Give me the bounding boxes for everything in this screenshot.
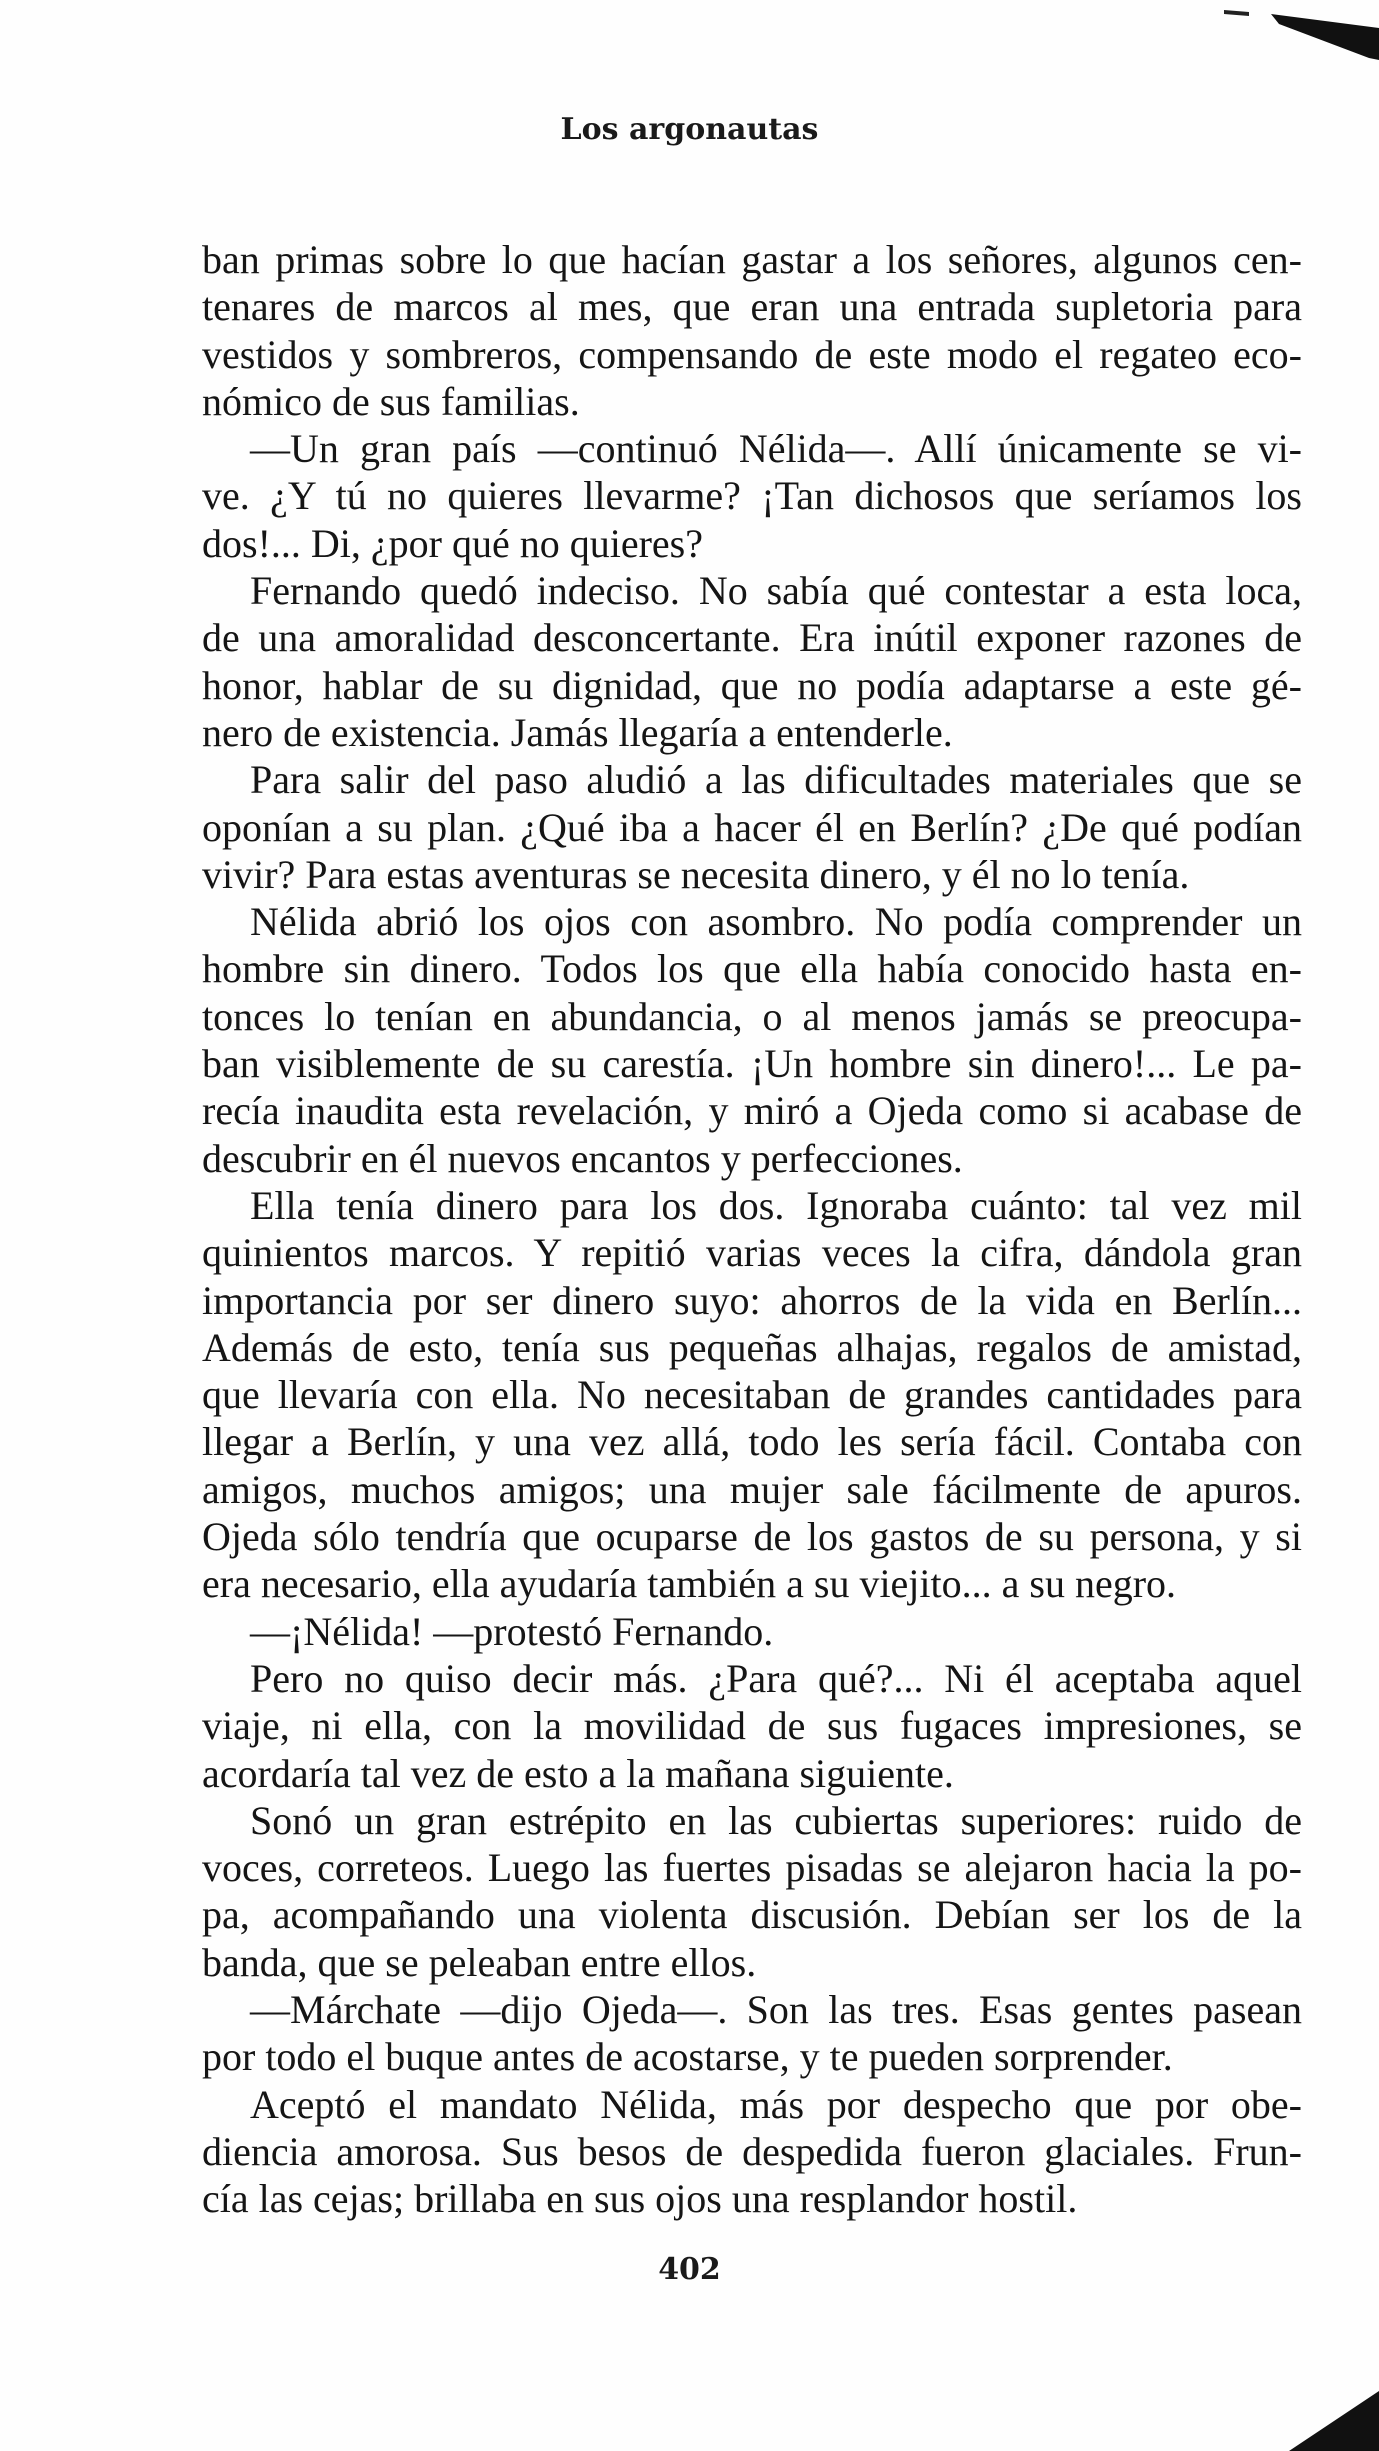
text-line: Ojeda sólo tendría que ocuparse de los gastos de su persona, y si <box>202 1514 1302 1560</box>
text-line: amigos, muchos amigos; una mujer sale fácilmente de apuros. <box>202 1466 1302 1512</box>
text-line: viaje, ni ella, con la movilidad de sus fugaces impresiones, se <box>202 1703 1302 1749</box>
text-line: era necesario, ella ayudaría también a su viejito... a su negro. <box>202 1561 1177 1607</box>
text-line: que llevaría con ella. No necesitaban de grandes cantidades para <box>202 1372 1302 1418</box>
text-line: llegar a Berlín, y una vez allá, todo les sería fácil. Contaba con <box>202 1419 1302 1465</box>
text-line: Además de esto, tenía sus pequeñas alhajas, regalos de amistad, <box>202 1324 1302 1370</box>
text-line: quinientos marcos. Y repitió varias veces la cifra, dándola gran <box>202 1230 1302 1276</box>
text-line: recía inaudita esta revelación, y miró a Ojeda como si acabase de <box>202 1088 1302 1134</box>
text-line: Nélida abrió los ojos con asombro. No podía comprender un <box>250 899 1302 945</box>
text-line: hombre sin dinero. Todos los que ella había conocido hasta en- <box>202 946 1302 992</box>
text-line: importancia por ser dinero suyo: ahorros de la vida en Berlín... <box>202 1277 1302 1323</box>
text-line: cía las cejas; brillaba en sus ojos una resplandor hostil. <box>202 2176 1078 2222</box>
text-line: tonces lo tenían en abundancia, o al menos jamás se preocupa- <box>202 993 1302 1039</box>
text-line: acordaría tal vez de esto a la mañana siguiente. <box>202 1750 954 1796</box>
text-line: vivir? Para estas aventuras se necesita dinero, y él no lo tenía. <box>202 851 1190 897</box>
text-line: ban primas sobre lo que hacían gastar a los señores, algunos cen- <box>202 237 1302 282</box>
text-line: oponían a su plan. ¿Qué iba a hacer él en Berlín? ¿De qué podían <box>202 804 1302 850</box>
text-line: diencia amorosa. Sus besos de despedida fueron glaciales. Frun- <box>202 2128 1302 2174</box>
page-number: 402 <box>658 2252 721 2287</box>
text-line: —Márchate —dijo Ojeda—. Son las tres. Esas gentes pasean <box>250 1986 1302 2032</box>
scan-edge-mark-bottom <box>1289 2371 1379 2451</box>
running-header: Los argonautas <box>560 112 819 147</box>
text-line: de una amoralidad desconcertante. Era inútil exponer razones de <box>202 615 1302 661</box>
text-line: Pero no quiso decir más. ¿Para qué?... Ni él aceptaba aquel <box>250 1655 1302 1701</box>
text-line: Sonó un gran estrépito en las cubiertas superiores: ruido de <box>250 1797 1302 1843</box>
text-line: por todo el buque antes de acostarse, y te pueden sorprender. <box>202 2034 1173 2080</box>
text-line: ban visiblemente de su carestía. ¡Un hombre sin dinero!... Le pa- <box>202 1041 1302 1087</box>
page-body <box>202 236 1302 2222</box>
text-line: voces, correteos. Luego las fuertes pisadas se alejaron hacia la po- <box>202 1845 1302 1891</box>
text-line: —Un gran país —continuó Nélida—. Allí únicamente se vi- <box>250 426 1302 472</box>
text-line: ve. ¿Y tú no quieres llevarme? ¡Tan dichosos que seríamos los <box>202 473 1302 519</box>
text-line: tenares de marcos al mes, que eran una entrada supletoria para <box>202 284 1302 330</box>
text-line: dos!... Di, ¿por qué no quieres? <box>202 520 703 566</box>
text-line: Para salir del paso aludió a las dificultades materiales que se <box>250 757 1302 803</box>
text-line: —¡Nélida! —protestó Fernando. <box>250 1608 774 1654</box>
text-line: pa, acompañando una violenta discusión. Debían ser los de la <box>202 1892 1302 1938</box>
text-line: vestidos y sombreros, compensando de este modo el regateo eco- <box>202 331 1302 377</box>
scan-edge-mark <box>1219 0 1379 60</box>
text-line: Aceptó el mandato Nélida, más por despecho que por obe- <box>250 2081 1302 2127</box>
text-line: Fernando quedó indeciso. No sabía qué contestar a esta loca, <box>250 568 1302 614</box>
text-line: nómico de sus familias. <box>202 378 580 424</box>
text-line: nero de existencia. Jamás llegaría a entenderle. <box>202 709 953 755</box>
text-line: banda, que se peleaban entre ellos. <box>202 1939 757 1985</box>
text-line: descubrir en él nuevos encantos y perfecciones. <box>202 1135 963 1181</box>
text-line: honor, hablar de su dignidad, que no podía adaptarse a este gé- <box>202 662 1302 708</box>
text-line: Ella tenía dinero para los dos. Ignoraba cuánto: tal vez mil <box>250 1182 1302 1228</box>
